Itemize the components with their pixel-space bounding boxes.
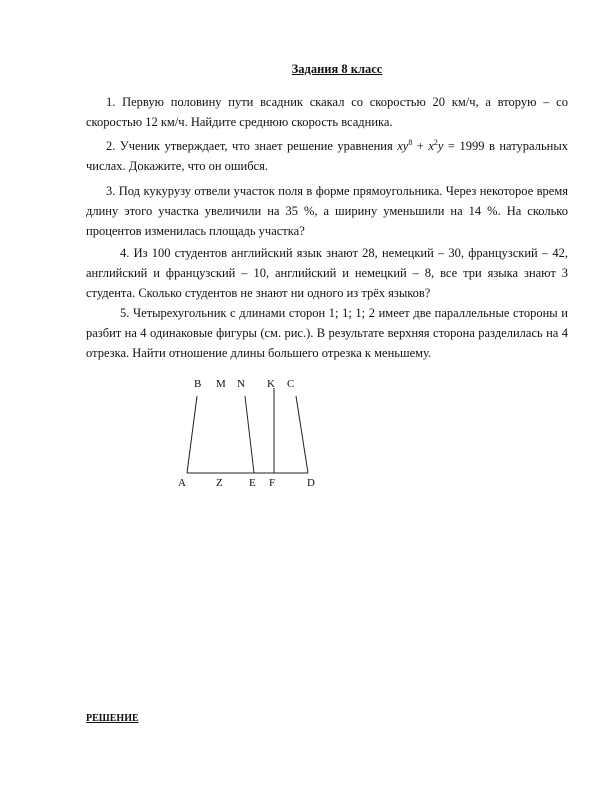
trapezoid-figure: [170, 374, 330, 494]
label-z: Z: [216, 477, 223, 489]
label-c: C: [287, 378, 295, 390]
equation-term2-tail: y: [437, 139, 444, 153]
solution-heading: РЕШЕНИЕ: [86, 713, 139, 724]
label-k: K: [267, 378, 275, 390]
problem-4: 4. Из 100 студентов английский язык знают 28, немецкий – 30, французский – 42, английский и французский – 10, английский и немецкий – 8, все три языка знают 3 студента. Сколько студентов не знают ни одного из трёх языков?: [86, 246, 568, 300]
side-ab: [187, 396, 197, 473]
label-e: E: [249, 477, 256, 489]
page-title: Задания 8 класс: [291, 62, 383, 76]
label-d: D: [307, 477, 315, 489]
equation-term2-exp: 2: [433, 137, 438, 147]
label-a: A: [178, 477, 186, 489]
label-n: N: [237, 378, 245, 390]
problem-2-text-before: 2. Ученик утверждает, что знает решение уравнения: [106, 139, 393, 153]
problem-2: [86, 136, 568, 176]
problem-1: 1. Первую половину пути всадник скакал со скоростью 20 км/ч, а вторую – со скоростью 12 км/ч. Найдите среднюю скорость всадника.: [86, 95, 568, 129]
problem-3: 3. Под кукурузу отвели участок поля в форме прямоугольника. Через некоторое время длину этого участка увеличили на 35 %, а ширину уменьшили на 14 %. На сколько процентов изменилась площадь участка?: [86, 184, 568, 238]
label-m: M: [216, 378, 226, 390]
equation-term1-exp: 8: [408, 137, 413, 147]
equation-rhs: = 1999: [443, 139, 485, 153]
equation-term1-base: xy: [397, 139, 409, 153]
label-f: F: [269, 477, 276, 489]
side-cd: [296, 396, 308, 473]
problem-5: 5. Четырехугольник с длинами сторон 1; 1; 1; 2 имеет две параллельные стороны и разбит на 4 одинаковые фигуры (см. рис.). В результате верхняя сторона разделилась на 4 отрезка. Найти отношение длины большего отрезка к меньшему.: [86, 306, 568, 360]
label-b: B: [194, 378, 202, 390]
problem-2-text-after: в натуральных числах. Докажите, что он ошибся.: [86, 139, 568, 173]
equation-term2-base: x: [428, 139, 434, 153]
problem-2-equation: [397, 139, 484, 153]
segment-ne: [245, 396, 254, 473]
equation-plus: +: [412, 139, 429, 153]
